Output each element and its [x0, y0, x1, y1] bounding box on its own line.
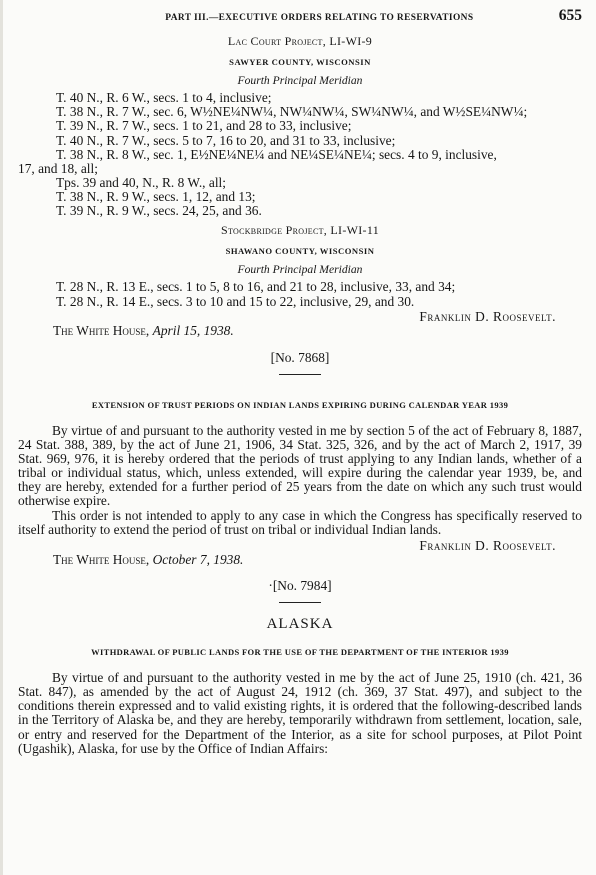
white-house-dateline	[18, 553, 582, 567]
white-house-label: The White House,	[53, 322, 150, 338]
lac-court-land-list	[18, 91, 582, 218]
stockbridge-project-heading: Stockbridge Project, LI-WI-11	[221, 223, 379, 238]
land-line: T. 39 N., R. 7 W., secs. 1 to 21, and 28 to 33, inclusive;	[56, 118, 352, 134]
page-edge-shadow	[0, 0, 3, 875]
order-date: April 15, 1938.	[152, 322, 234, 338]
stockbridge-land-list	[18, 280, 582, 308]
signature-roosevelt: Franklin D. Roosevelt.	[419, 308, 556, 324]
page-number: 655	[558, 7, 582, 24]
divider-rule	[279, 602, 321, 603]
order-7868-paragraph-2: This order is not intended to apply to any case in which the Congress has specifically reserved to itself authority to extend the period of trust on tribal or individual Indian lands.	[18, 507, 582, 537]
order-7984-title: WITHDRAWAL OF PUBLIC LANDS FOR THE USE OF THE DEPARTMENT OF THE INTERIOR 1939	[91, 647, 509, 658]
running-head	[18, 9, 582, 31]
land-line: T. 38 N., R. 9 W., secs. 1, 12, and 13;	[56, 188, 256, 204]
order-number-7868: [No. 7868]	[270, 349, 330, 365]
stockbridge-meridian: Fourth Principal Meridian	[237, 263, 363, 277]
land-line: T. 38 N., R. 8 W., sec. 1, E½NE¼NE¼ and NE¼SE¼NE¼; secs. 4 to 9, inclusive,	[56, 146, 497, 162]
land-line: T. 28 N., R. 13 E., secs. 1 to 5, 8 to 16, and 21 to 28, inclusive, 33, and 34;	[56, 279, 456, 295]
land-line: 17, and 18, all;	[18, 160, 98, 176]
land-line: T. 39 N., R. 9 W., secs. 24, 25, and 36.	[56, 203, 262, 219]
order-7868-title: EXTENSION OF TRUST PERIODS ON INDIAN LANDS EXPIRING DURING CALENDAR YEAR 1939	[91, 399, 509, 410]
order-number-7984: ·[No. 7984]	[268, 577, 332, 593]
white-house-label: The White House,	[53, 551, 150, 567]
land-line: T. 40 N., R. 6 W., secs. 1 to 4, inclusive;	[56, 90, 272, 106]
shawano-county-heading: SHAWANO COUNTY, WISCONSIN	[225, 246, 375, 257]
land-line: T. 28 N., R. 14 E., secs. 3 to 10 and 15 to 22, inclusive, 29, and 30.	[56, 293, 415, 309]
land-line: T. 40 N., R. 7 W., secs. 5 to 7, 16 to 20, and 31 to 33, inclusive;	[56, 132, 396, 148]
sawyer-county-heading: SAWYER COUNTY, WISCONSIN	[229, 57, 371, 68]
order-7984-paragraph-1: By virtue of and pursuant to the authority vested in me by the act of June 25, 1910 (ch. 421, 36 Stat. 847), as amended by the act of August 24, 1912 (ch. 369, 37 Stat. 497), and subject to the conditions therein expressed and to valid existing rights, it is ordered that the following-described lands in the Territory of Alaska be, and they are hereby, temporarily withdrawn from settlement, location, sale, or entry and reserved for the Department of the Interior, as a site for school purposes, at Pilot Point (Ugashik), Alaska, for use by the Office of Indian Affairs:	[18, 670, 582, 756]
order-7868-paragraph-1: By virtue of and pursuant to the authority vested in me by section 5 of the act of February 8, 1887, 24 Stat. 388, 389, by the act of June 21, 1906, 34 Stat. 325, 326, and by the act of March 2, 1917, 39 Stat. 969, 976, it is hereby ordered that the periods of trust applying to any Indian lands, whether of a tribal or individual status, which, unless extended, will expire during the calendar year 1939, be, and they are hereby, extended for a further period of 25 years from the date on which any such trust would otherwise expire.	[18, 422, 582, 509]
lac-court-project-heading: Lac Court Project, LI-WI-9	[227, 34, 373, 48]
white-house-dateline	[18, 324, 582, 338]
alaska-heading: ALASKA	[266, 616, 334, 632]
lac-court-meridian: Fourth Principal Meridian	[237, 74, 363, 88]
divider-rule	[279, 374, 321, 375]
land-line: Tps. 39 and 40, N., R. 8 W., all;	[56, 174, 226, 190]
signature-roosevelt: Franklin D. Roosevelt.	[419, 537, 556, 553]
order-date: October 7, 1938.	[152, 551, 244, 567]
running-head-title: PART III.—EXECUTIVE ORDERS RELATING TO RESERVATIONS	[165, 13, 474, 23]
land-line: T. 38 N., R. 7 W., sec. 6, W½NE¼NW¼, NW¼NW¼, SW¼NW¼, and W½SE¼NW¼;	[56, 104, 528, 120]
